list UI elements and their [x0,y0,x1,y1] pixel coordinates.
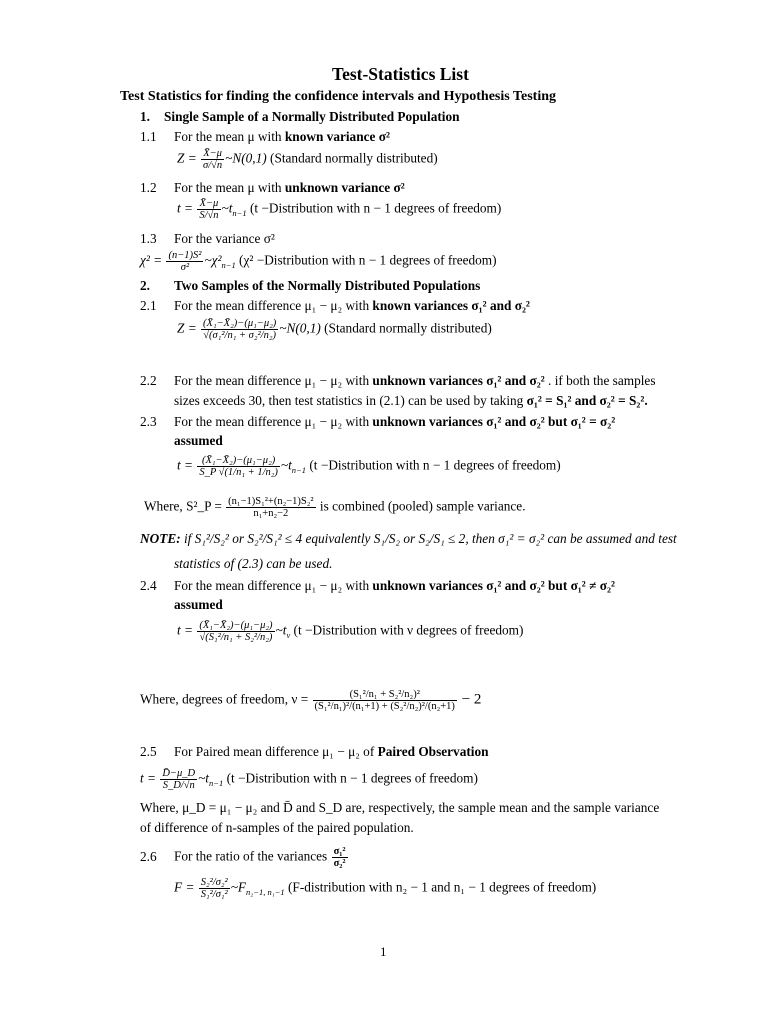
degrees-of-freedom: Where, degrees of freedom, ν = $\frac{\text{(S₁²/n₁ + S₂²/n₂)²}}{\text{(S₁²/n₁)²/(n₁+1) + (S₂²/n₂)²/(n₂+1)}}$ − 2 [140,689,482,712]
formula-1-2: t = $\frac{X̄-\mu}{S/√n}$ $\sim t_{n-1}$ (t −Distribution with n − 1 degrees of freedom) [177,198,502,221]
item-2-3-assumed: assumed [174,433,223,448]
item-2-1: 2.1 For the mean difference μ₁ − μ₂ with known variances σ₁² and σ₂² [140,298,530,313]
item-2-5: 2.5 For Paired mean difference μ₁ − μ₂ of Paired Observation [140,744,489,759]
formula-2-3: t = $\frac{\text{(X̄₁−X̄₂)−(μ₁−μ₂)}}{\text{S\_P √(1/n₁ + 1/n₂)}}$ $\sim t_{n-1}$ (t −Distribution with n − 1 degrees of freedom) [177,455,561,478]
pooled-variance: Where, S²_P = $\frac{\text{(n₁−1)S₁²+(n₂−1)S₂²}}{\text{n₁+n₂−2}}$ is combined (pooled) sample variance. [144,496,526,519]
note-line-2: statistics of (2.3) can be used. [174,556,333,571]
item-2-4-assumed: assumed [174,597,223,612]
formula-1-1: Z = $\frac{X̄-\mu}{\sigma/√n}$ ~N(0,1) (Standard normally distributed) [177,148,438,171]
paired-where-line-2: of difference of n-samples of the paired population. [140,820,414,835]
item-2-2: 2.2 For the mean difference μ₁ − μ₂ with unknown variances σ₁² and σ₂² . if both the samples [140,373,656,388]
document-subtitle: Test Statistics for finding the confidence intervals and Hypothesis Testing [120,89,556,104]
item-1-1: 1.1 For the mean μ with known variance σ² [140,129,390,144]
formula-2-5: t = $\frac{D̄-\mu\_D}{S\_D/√n}$ $\sim t_{n-1}$ (t −Distribution with n − 1 degrees of freedom) [140,768,478,791]
formula-2-1: Z = $\frac{\text{(X̄₁−X̄₂)−(μ₁−μ₂)}}{\text{√(σ₁²/n₁ + σ₂²/n₂)}}$ ~N(0,1) (Standard normally distributed) [177,318,492,341]
formula-2-4: t = $\frac{\text{(X̄₁−X̄₂)−(μ₁−μ₂)}}{\text{√(S₁²/n₁ + S₂²/n₂)}}$ $\sim t_\nu$ (t −Distribution with ν degrees of freedom) [177,620,524,643]
item-2-4: 2.4 For the mean difference μ₁ − μ₂ with unknown variances σ₁² and σ₂² but σ₁² ≠ σ₂² [140,578,615,593]
formula-1-3: χ² = $\frac{\text{(n−1)S²}}{\text{σ²}}$ $\sim\chi^2_{n-1}$ (χ² −Distribution with n − 1 degrees of freedom) [140,250,497,273]
document-title: Test-Statistics List [332,64,469,84]
page-number: 1 [380,944,387,959]
item-1-2: 1.2 For the mean μ with unknown variance σ² [140,180,405,195]
item-1-3: 1.3 For the variance σ² [140,231,275,246]
section-2-heading: 2. Two Samples of the Normally Distributed Populations [140,278,481,293]
section-1-heading: 1. Single Sample of a Normally Distributed Population [140,109,460,124]
item-2-3: 2.3 For the mean difference μ₁ − μ₂ with unknown variances σ₁² and σ₂² but σ₁² = σ₂² [140,414,616,429]
paired-where-line-1: Where, μ_D = μ₁ − μ₂ and D̄ and S_D are, respectively, the sample mean and the sample variance [140,800,660,815]
item-2-6: 2.6 For the ratio of the variances $\frac{\text{σ₁²}}{\text{σ₂²}}$ [140,846,346,869]
item-2-2-line-2: sizes exceeds 30, then test statistics in (2.1) can be used by taking σ₁² = S₁² and σ₂² = S₂². [174,393,648,408]
formula-2-6: F = $\frac{\text{S₂²/σ₂²}}{\text{S₁²/σ₁²}}$ $\sim F_{n_2-1, n_1-1}$ (F-distribution with n₂ − 1 and n₁ − 1 degrees of freedom) [174,877,597,900]
note-line-1: NOTE: if S₁²/S₂² or S₂²/S₁² ≤ 4 equivalently S₁/S₂ or S₂/S₁ ≤ 2, then σ₁² = σ₂² can be assumed and test [140,531,677,546]
